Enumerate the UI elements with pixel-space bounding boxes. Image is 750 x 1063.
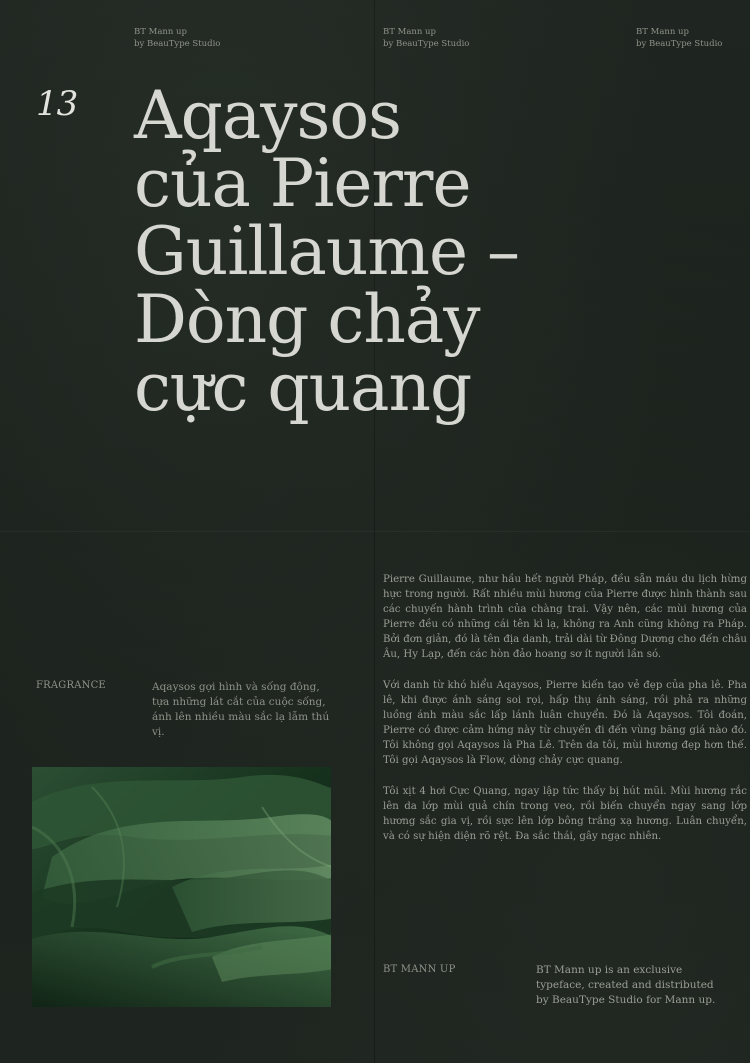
credit-right <box>636 26 722 50</box>
credit-line: BT Mann up <box>636 27 689 37</box>
title-line: của Pierre <box>134 145 471 222</box>
typeface-note: BT Mann up is an exclusive typeface, created and distributed by BeauType Studio for Mann up. <box>536 964 716 1006</box>
paper-fold-line <box>0 531 750 532</box>
brushstroke-art <box>32 767 331 1007</box>
footer-label: BT MANN UP <box>383 964 456 975</box>
article-body <box>383 572 747 860</box>
body-paragraph: Pierre Guillaume, như hầu hết người Pháp, đều sẵn máu du lịch hừng hực trong người. Rất nhiều mùi hương của Pierre được hình thành sau các chuyến hành trình của chàng trai. Vậy nên, các mùi hương của Pierre đều có những cái tên kì lạ, không ra Anh cũng không ra Pháp. Bởi đơn giản, đó là tên địa danh, trải dài từ Đông Dương cho đến châu Âu, Hy Lạp, đến các hòn đảo hoang sơ ít người lần só. <box>383 574 747 660</box>
title-line: cực quang <box>134 349 472 426</box>
credit-line: BT Mann up <box>383 27 436 37</box>
title-line: Aqaysos <box>134 77 402 154</box>
article-title <box>134 77 694 426</box>
credit-line: by BeauType Studio <box>134 39 221 49</box>
credit-line: by BeauType Studio <box>383 39 470 49</box>
green-brushstroke-image <box>32 767 331 1007</box>
title-line: Dòng chảy <box>134 281 480 358</box>
credit-center <box>383 26 469 50</box>
credit-line: BT Mann up <box>134 27 187 37</box>
page-number: 13 <box>36 84 78 124</box>
section-label: FRAGRANCE <box>36 680 106 691</box>
credit-line: by BeauType Studio <box>636 39 723 49</box>
body-paragraph: Với danh từ khó hiểu Aqaysos, Pierre kiến tạo vẻ đẹp của pha lê. Pha lê, khi được ánh sáng soi rọi, hấp thụ ánh sáng, rồi phả ra những luồng ánh màu sắc lấp lánh luân chuyển. Đó là Aqaysos. Tôi đoán, Pierre có được cảm hứng này từ chuyến đi đến vùng băng giá nào đó. Tôi không gọi Aqaysos là Pha Lê. Trên da tôi, mùi hương đẹp hơn thế. Tôi gọi Aqaysos là Flow, dòng chảy cực quang. <box>383 680 747 766</box>
side-blurb: Aqaysos gợi hình và sống động, tựa những lát cắt của cuộc sống, ánh lên nhiều màu sắc lạ lẫm thú vị. <box>152 681 330 738</box>
body-paragraph: Tôi xịt 4 hơi Cực Quang, ngay lập tức thấy bị hút mũi. Mùi hương rắc lên da lớp mùi quả chín trong veo, rồi biến chuyển ngay sang lớp hương sắc gia vị, rồi sực lên lớp bông trắng xạ hương. Luân chuyển, và có sự hiện diện rõ rệt. Đa sắc thái, gây ngạc nhiên. <box>383 786 747 842</box>
title-line: Guillaume – <box>134 213 520 290</box>
credit-left <box>134 26 220 50</box>
